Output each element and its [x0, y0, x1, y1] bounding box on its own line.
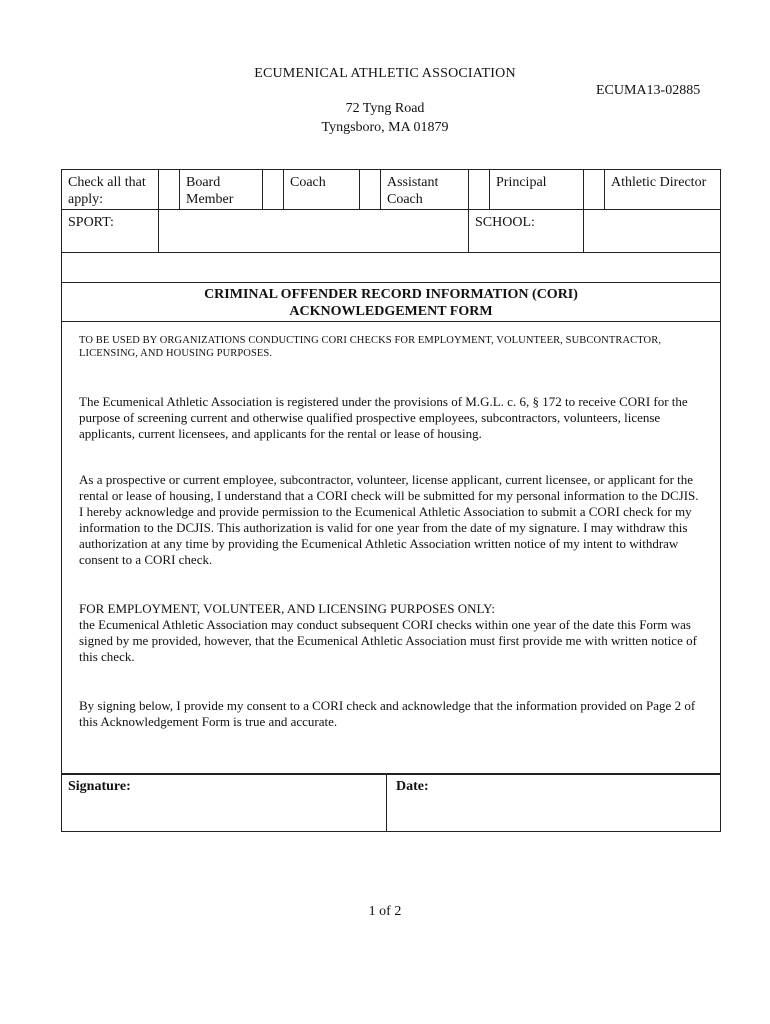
cori-intro: TO BE USED BY ORGANIZATIONS CONDUCTING CORI CHECKS FOR EMPLOYMENT, VOLUNTEER, SUBCONTRACTOR, LICENSING, AND HOUSING PURPOSES. — [79, 335, 662, 359]
signature-label: Signature: — [68, 779, 131, 794]
coach-checkbox[interactable] — [263, 170, 284, 210]
signature-row — [61, 774, 721, 832]
school-field[interactable] — [584, 210, 721, 253]
cori-acknowledgement-section — [61, 283, 721, 774]
principal-checkbox[interactable] — [469, 170, 490, 210]
coach-label: Coach — [284, 170, 360, 210]
address-line-1: 72 Tyng Road — [345, 101, 425, 116]
date-label: Date: — [396, 779, 429, 794]
assistant-coach-label: Assistant Coach — [381, 170, 469, 210]
cori-paragraph-1: The Ecumenical Athletic Association is registered under the provisions of M.G.L. c. 6, § 172 to receive CORI for the purpose of screening current and otherwise qualified prospective employees, subcontractors, volunteers, license applicants, current licensees, and applicants for the rental or lease of housing. — [79, 394, 688, 441]
board-member-checkbox[interactable] — [159, 170, 180, 210]
cori-paragraph-4: By signing below, I provide my consent to a CORI check and acknowledge that the information provided on Page 2 of this Acknowledgement Form is true and accurate. — [79, 698, 696, 729]
assistant-coach-checkbox[interactable] — [360, 170, 381, 210]
signature-divider — [386, 775, 387, 831]
cori-title-line-2: ACKNOWLEDGEMENT FORM — [289, 304, 493, 319]
athletic-director-label: Athletic Director — [605, 170, 721, 210]
athletic-director-checkbox[interactable] — [584, 170, 605, 210]
principal-label: Principal — [490, 170, 584, 210]
school-label: SCHOOL: — [469, 210, 584, 253]
address-line-2: Tyngsboro, MA 01879 — [321, 120, 449, 135]
sport-label: SPORT: — [62, 210, 159, 253]
cori-paragraph-3-heading: FOR EMPLOYMENT, VOLUNTEER, AND LICENSING PURPOSES ONLY: — [79, 601, 495, 616]
cori-title — [62, 283, 720, 322]
check-all-label: Check all that apply: — [62, 170, 159, 210]
cori-paragraph-3-body: the Ecumenical Athletic Association may conduct subsequent CORI checks within one year of the date this Form was signed by me provided, however, that the Ecumenical Athletic Association must first provide me with written notice of this check. — [79, 617, 697, 664]
organization-name: ECUMENICAL ATHLETIC ASSOCIATION — [254, 66, 516, 81]
cori-title-line-1: CRIMINAL OFFENDER RECORD INFORMATION (CORI) — [204, 287, 578, 302]
role-checklist-table — [61, 169, 721, 253]
board-member-label: Board Member — [180, 170, 263, 210]
page-number: 1 of 2 — [368, 904, 402, 919]
cori-paragraph-3 — [79, 601, 704, 665]
form-code: ECUMA13-02885 — [596, 83, 701, 98]
cori-paragraph-2: As a prospective or current employee, subcontractor, volunteer, license applicant, current licensee, or applicant for the rental or lease of housing, I understand that a CORI check will be submitted for my personal information to the DCJIS. I hereby acknowledge and provide permission to the Ecumenical Athletic Association to submit a CORI check for my information to the DCJIS. This authorization is valid for one year from the date of my signature. I may withdraw this authorization at any time by providing the Ecumenical Athletic Association written notice of my intent to withdraw consent to a CORI check. — [79, 472, 699, 567]
sport-field[interactable] — [159, 210, 469, 253]
blank-row — [61, 250, 721, 283]
